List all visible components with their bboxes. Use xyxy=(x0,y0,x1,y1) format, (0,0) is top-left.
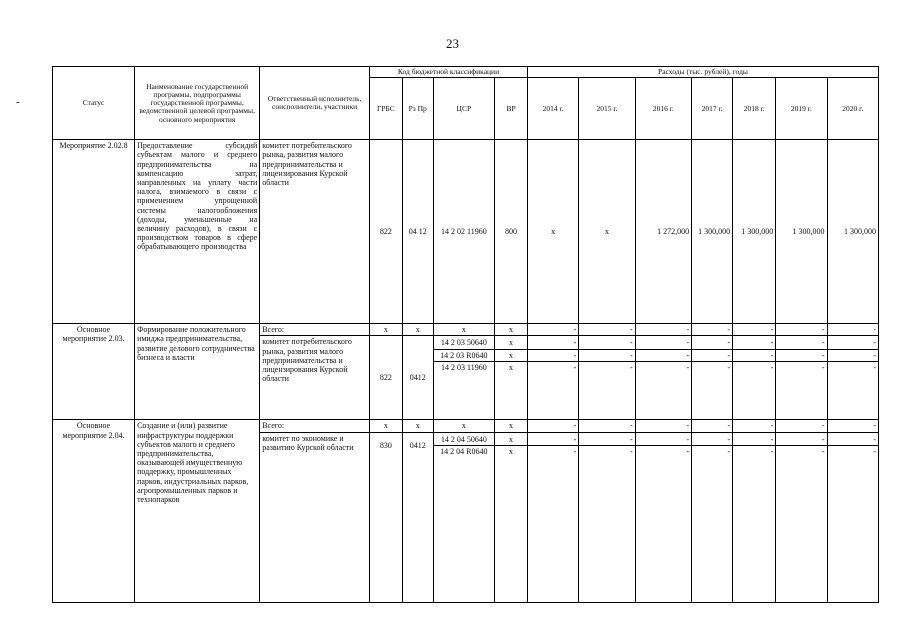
table-row xyxy=(53,140,879,324)
row-total-label: Всего: xyxy=(260,324,370,336)
row-total-csr: x xyxy=(433,324,495,336)
sub-vr: x xyxy=(495,337,527,349)
row-total-rzpr: x xyxy=(402,324,433,336)
sub-value: - xyxy=(630,446,633,456)
sub-csr: 14 2 04 50640 xyxy=(434,434,495,446)
row-value-list xyxy=(733,336,776,420)
sub-value: - xyxy=(828,434,878,446)
sub-vr: x xyxy=(495,434,527,446)
sub-csr: 14 2 03 50640 xyxy=(434,337,495,349)
row-responsible: комитет потребительского рынка, развития малого предпринимательства и лицензирования Курской области xyxy=(260,140,370,324)
row-rzpr: 0412 xyxy=(402,432,433,602)
row-csr: 14 2 02 11960 xyxy=(433,140,495,324)
row-value-list xyxy=(692,336,733,420)
sub-value: - xyxy=(821,362,825,372)
header-year: 2018 г. xyxy=(733,78,776,140)
sub-value: - xyxy=(579,350,634,362)
row-vr-list xyxy=(495,432,528,602)
row-value: x xyxy=(527,140,578,324)
row-value-list xyxy=(579,336,635,420)
header-rzpr: Рз Пр xyxy=(402,78,433,140)
row-value-list xyxy=(692,432,733,602)
sub-value: - xyxy=(692,434,732,446)
header-year: 2015 г. xyxy=(579,78,635,140)
table-header xyxy=(53,67,879,140)
row-total-value: - xyxy=(776,324,827,336)
row-total-value: - xyxy=(635,324,691,336)
sub-value: - xyxy=(573,446,577,456)
row-total-rzpr: x xyxy=(402,420,433,432)
sub-value: - xyxy=(692,337,732,349)
row-value: 1 300,000 xyxy=(692,140,733,324)
header-year: 2014 г. xyxy=(527,78,578,140)
row-total-value: - xyxy=(635,420,691,432)
row-name: Создание и (или) развитие инфраструктуры поддержки субъектов малого и среднего предпринимательства, оказывающей имущественную поддержку, промышленных парков, индустриальных парков, агропромышленных парков и технопарков xyxy=(135,420,260,602)
row-total-value: - xyxy=(827,324,878,336)
row-vr-list xyxy=(495,336,528,420)
row-total-vr: x xyxy=(495,420,528,432)
sub-value: - xyxy=(873,446,876,456)
row-total-value: - xyxy=(527,420,578,432)
header-name: Наименование государственной программы, подпрограммы государственной программы, ведомственной целевой программы, основного мероприятия xyxy=(135,67,260,140)
sub-value: - xyxy=(573,362,577,372)
row-total-value: - xyxy=(579,324,635,336)
row-total-vr: x xyxy=(495,324,528,336)
row-value: 1 300,000 xyxy=(733,140,776,324)
row-total-value: - xyxy=(733,324,776,336)
row-value-list xyxy=(579,432,635,602)
row-value-list xyxy=(827,432,878,602)
row-name: Предоставление субсидий субъектам малого и среднего предпринимательства на компенсацию затрат, направленных на уплату части налога, взимаемого в связи с применением упрощенной системы налогообложения (доходы, уменьшенные на величину расходов), в связи с производством товаров в сфере обрабатывающего производства xyxy=(135,140,260,324)
row-value-list xyxy=(827,336,878,420)
header-year: 2019 г. xyxy=(776,78,827,140)
row-total-label: Всего: xyxy=(260,420,370,432)
row-status: Основное мероприятие 2.04. xyxy=(53,420,135,602)
sub-value: - xyxy=(686,446,690,456)
page-number: 23 xyxy=(446,36,459,51)
sub-value: - xyxy=(727,362,731,372)
sub-value: - xyxy=(770,446,774,456)
header-responsible: Ответственный исполнитель, соисполнители, участники xyxy=(260,67,370,140)
row-total-value: - xyxy=(733,420,776,432)
row-value: 1 272,000 xyxy=(635,140,691,324)
row-csr-list xyxy=(433,336,495,420)
table-row xyxy=(53,324,879,336)
row-total-csr: x xyxy=(433,420,495,432)
sub-value: - xyxy=(873,362,876,372)
header-grbs: ГРБС xyxy=(369,78,402,140)
row-name: Формирование положительного имиджа предпринимательства, развитие делового сотрудничества бизнеса и власти xyxy=(135,324,260,420)
row-grbs: 830 xyxy=(369,432,402,602)
header-year: 2017 г. xyxy=(692,78,733,140)
row-value: x xyxy=(579,140,635,324)
row-value-list xyxy=(527,432,578,602)
sub-value: - xyxy=(636,337,691,349)
sub-value: - xyxy=(692,350,732,362)
sub-csr: 14 2 03 R0640 xyxy=(434,350,495,362)
row-total-value: - xyxy=(692,420,733,432)
sub-value: - xyxy=(528,337,578,349)
row-value-list xyxy=(527,336,578,420)
sub-value: - xyxy=(727,446,731,456)
sub-value: - xyxy=(636,434,691,446)
sub-value: - xyxy=(733,350,775,362)
row-total-grbs: x xyxy=(369,420,402,432)
row-grbs: 822 xyxy=(369,140,402,324)
sub-value: - xyxy=(821,446,825,456)
row-status: Основное мероприятие 2.03. xyxy=(53,324,135,420)
budget-table xyxy=(52,66,879,603)
sub-value: - xyxy=(776,434,826,446)
row-grbs: 822 xyxy=(369,336,402,420)
stray-dash-mark: - xyxy=(16,96,20,108)
sub-value: - xyxy=(776,350,826,362)
header-year: 2020 г. xyxy=(827,78,878,140)
row-value-list xyxy=(635,336,691,420)
row-rzpr: 0412 xyxy=(402,336,433,420)
sub-vr: x xyxy=(495,350,527,362)
header-year: 2016 г. xyxy=(635,78,691,140)
sub-value: - xyxy=(636,350,691,362)
row-value-list xyxy=(635,432,691,602)
row-value: 1 300,000 xyxy=(776,140,827,324)
row-total-grbs: x xyxy=(369,324,402,336)
sub-value: - xyxy=(733,434,775,446)
row-total-value: - xyxy=(827,420,878,432)
sub-value: - xyxy=(828,350,878,362)
row-total-value: - xyxy=(692,324,733,336)
sub-value: - xyxy=(579,337,634,349)
sub-csr: 14 2 03 11960 xyxy=(441,362,487,372)
row-csr-list xyxy=(433,432,495,602)
sub-csr: 14 2 04 R0640 xyxy=(440,446,488,456)
table-row xyxy=(53,420,879,432)
row-value-list xyxy=(733,432,776,602)
sub-value: - xyxy=(828,337,878,349)
sub-value: - xyxy=(528,350,578,362)
sub-value: - xyxy=(776,337,826,349)
header-expenses-group: Расходы (тыс. рублей), годы xyxy=(527,67,878,78)
sub-vr: x xyxy=(509,446,514,456)
row-total-value: - xyxy=(579,420,635,432)
sub-value: - xyxy=(630,362,633,372)
row-value-list xyxy=(776,432,827,602)
row-total-value: - xyxy=(527,324,578,336)
sub-value: - xyxy=(733,337,775,349)
header-budget-code-group: Код бюджетной классификации xyxy=(369,67,527,78)
row-status: Мероприятие 2.02.8 xyxy=(53,140,135,324)
sub-value: - xyxy=(686,362,690,372)
header-csr: ЦСР xyxy=(433,78,495,140)
header-status: Статус xyxy=(53,67,135,140)
sub-value: - xyxy=(579,434,634,446)
row-vr: 800 xyxy=(495,140,528,324)
sub-vr: x xyxy=(509,362,514,372)
header-vr: ВР xyxy=(495,78,528,140)
row-responsible: комитет потребительского рынка, развития малого предпринимательства и лицензирования Курской области xyxy=(260,336,370,420)
sub-value: - xyxy=(770,362,774,372)
row-value: 1 300,000 xyxy=(827,140,878,324)
row-total-value: - xyxy=(776,420,827,432)
row-rzpr: 04 12 xyxy=(402,140,433,324)
sub-value: - xyxy=(528,434,578,446)
row-responsible: комитет по экономике и развитию Курской области xyxy=(260,432,370,602)
row-value-list xyxy=(776,336,827,420)
